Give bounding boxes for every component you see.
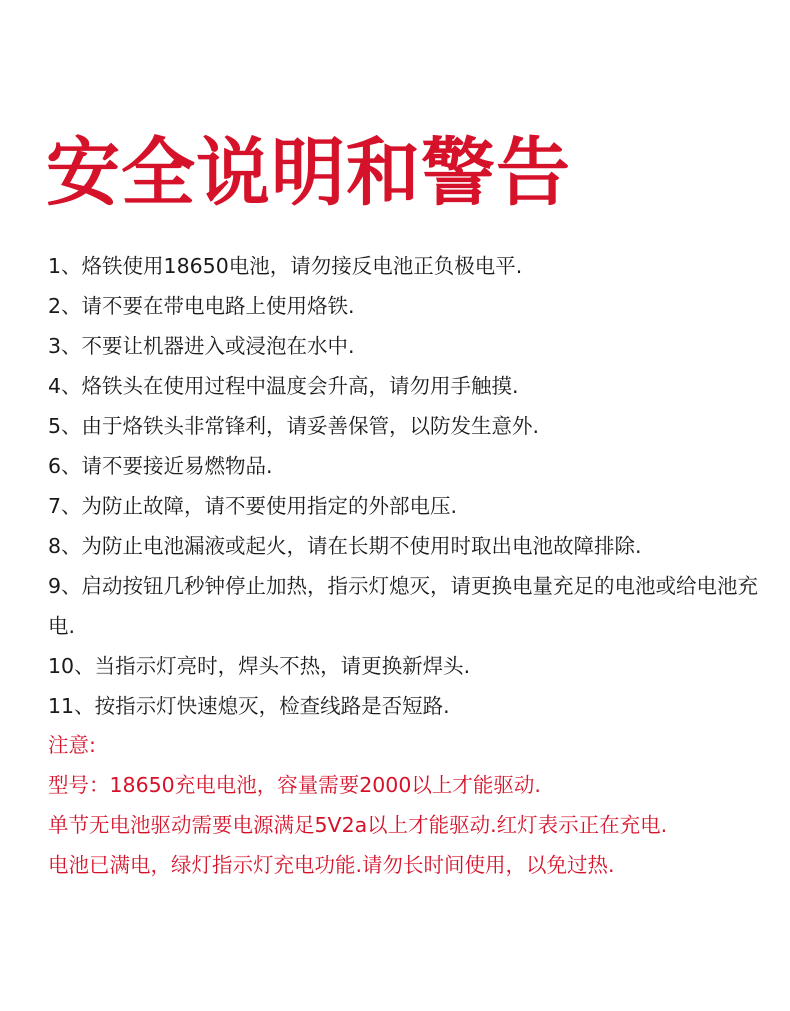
note-line-1: 型号：18650充电电池，容量需要2000以上才能驱动. <box>48 773 541 797</box>
instruction-item-7: 7、为防止故障，请不要使用指定的外部电压. <box>48 494 458 518</box>
instruction-item-5: 5、由于烙铁头非常锋利，请妥善保管，以防发生意外. <box>48 414 540 438</box>
page-title: 安全说明和警告 <box>46 130 571 216</box>
instruction-item-6: 6、请不要接近易燃物品. <box>48 454 273 478</box>
instruction-item-4: 4、烙铁头在使用过程中温度会升高，请勿用手触摸. <box>48 374 519 398</box>
instruction-item-8: 8、为防止电池漏液或起火，请在长期不使用时取出电池故障排除. <box>48 534 642 558</box>
instruction-item-11: 11、按指示灯快速熄灭，检查线路是否短路. <box>48 694 450 718</box>
notes-section <box>48 725 768 885</box>
notes-label: 注意: <box>48 733 96 757</box>
note-line-2: 单节无电池驱动需要电源满足5V2a以上才能驱动.红灯表示正在充电. <box>48 813 668 837</box>
safety-instructions-list <box>48 246 768 726</box>
note-line-3: 电池已满电，绿灯指示灯充电功能.请勿长时间使用，以免过热. <box>48 853 615 877</box>
instruction-item-1: 1、烙铁使用18650电池，请勿接反电池正负极电平. <box>48 254 523 278</box>
instruction-item-9: 9、启动按钮几秒钟停止加热，指示灯熄灭，请更换电量充足的电池或给电池充电. <box>48 574 759 638</box>
instruction-item-2: 2、请不要在带电电路上使用烙铁. <box>48 294 355 318</box>
instruction-item-10: 10、当指示灯亮时，焊头不热，请更换新焊头. <box>48 654 471 678</box>
instruction-item-3: 3、不要让机器进入或浸泡在水中. <box>48 334 355 358</box>
